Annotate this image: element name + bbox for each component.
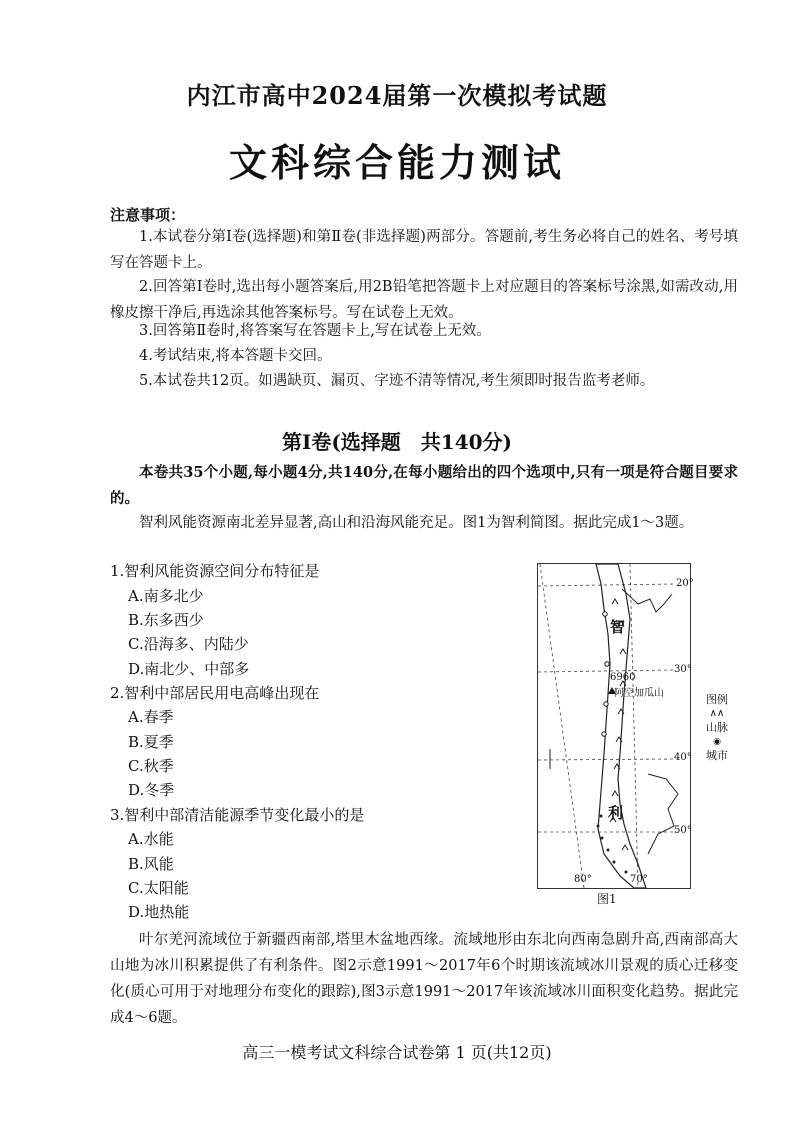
subject-title: 文科综合能力测试 [228,140,565,185]
lat-label-50: 50° [674,825,692,836]
context-1: 智利风能资源南北差异显著,高山和沿海风能充足。图1为智利简图。据此完成1～3题。 [139,515,694,531]
figure-1-caption: 图1 [597,892,617,906]
country-char-2: 利 [608,804,624,822]
exam-title: 内江市高中2024届第一次模拟考试题 [186,81,608,110]
question-2-stem: 2.智利中部居民用电高峰出现在 [110,684,320,702]
question-1-option-d: D.南北少、中部多 [128,660,250,678]
question-1-option-a: A.南多北少 [128,587,204,605]
question-3-option-a: A.水能 [128,830,174,848]
notice-heading: 注意事项： [110,206,186,224]
argentina-coast [648,774,678,854]
notice-item-4: 4.考试结束,将本答题卡交回。 [139,348,332,364]
context-2: 叶尔羌河流域位于新疆西南部,塔里木盆地西缘。流域地形由东北向西南急剧升高,西南部高大山地为冰川积累提供了有利条件。图2示意1991～2017年6个时期该流域冰川景观的质心迁移变化(质心可用于对地理分布变化的跟踪),图3示意1991～2017年该流域冰川面积变化趋势。据此完成4～6题。 [110,932,738,1026]
question-1-option-c: C.沿海多、内陆少 [128,635,249,653]
legend-mountain-label: 山脉 [706,721,728,734]
latitude-line-30 [538,670,673,672]
peak-name: 阿空加瓜山 [614,688,664,699]
notice-item-3: 3.回答第Ⅱ卷时,将答案写在答题卡上,写在试卷上无效。 [139,323,491,339]
legend-title: 图例 [706,693,728,706]
latitude-line-40 [538,759,673,760]
notice-item-2: 2.回答第Ⅰ卷时,选出每小题答案后,用2B铅笔把答题卡上对应题目的答案标号涂黑,如需改动,用橡皮擦干净后,再选涂其他答案标号。写在试卷上无效。 [110,279,738,321]
border-line [622,589,672,612]
question-3-option-b: B.风能 [128,855,174,873]
lat-label-30: 30° [674,664,692,675]
notice-item-5: 5.本试卷共12页。如遇缺页、漏页、字迹不清等情况,考生须即时报告监考老师。 [139,373,655,389]
question-3-option-d: D.地热能 [128,903,190,921]
latitude-line-20 [538,584,673,586]
country-char-1: 智 [610,618,626,636]
question-2-option-b: B.夏季 [128,733,174,751]
peak-height: 6960 [610,672,636,683]
chile-map [537,563,694,889]
question-3-option-c: C.太阳能 [128,879,189,897]
question-2-option-a: A.春季 [128,708,174,726]
section-instruction: 本卷共35个小题,每小题4分,共140分,在每小题给出的四个选项中,只有一项是符合题目要求的。 [110,464,738,507]
city-markers [602,612,609,736]
page-footer: 高三一模考试文科综合试卷第 1 页(共12页) [242,1043,552,1062]
question-1-option-b: B.东多西少 [128,611,204,629]
lon-label-70: 70° [630,874,648,885]
section-title: 第Ⅰ卷(选择题 共140分) [281,430,513,454]
legend-city-icon: ◉ [713,737,721,747]
map-legend [700,693,734,763]
legend-city-label: 城市 [706,749,728,762]
longitude-line-80 [540,564,584,888]
longitude-line-70 [630,564,638,888]
question-3-stem: 3.智利中部清洁能源季节变化最小的是 [110,806,365,824]
lat-label-40: 40° [674,752,692,763]
lon-label-80: 80° [574,874,592,885]
notice-item-1: 1.本试卷分第Ⅰ卷(选择题)和第Ⅱ卷(非选择题)两部分。答题前,考生务必将自己的姓名、考号填写在答题卡上。 [110,229,738,271]
legend-mountain-icon: ∧∧ [709,708,725,719]
question-1-stem: 1.智利风能资源空间分布特征是 [110,562,320,580]
lat-label-20: 20° [676,578,694,589]
question-2-option-c: C.秋季 [128,757,174,775]
question-2-option-d: D.冬季 [128,781,175,799]
